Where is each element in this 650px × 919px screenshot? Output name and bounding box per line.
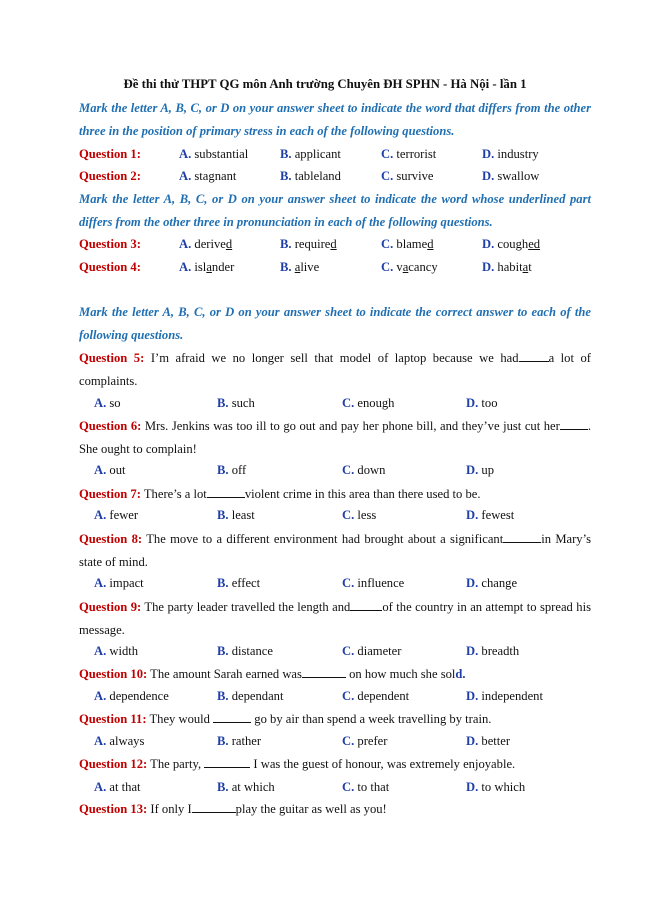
option-d: [466, 641, 519, 661]
option-c: [342, 393, 394, 413]
question-11-options: [94, 731, 594, 751]
text-fragment: . She ought to complain!: [79, 419, 591, 456]
text-fragment: isl: [194, 260, 207, 274]
answer-blank: [503, 531, 541, 543]
question-5-options: [94, 393, 594, 413]
text-fragment: width: [109, 644, 139, 658]
option-b: [217, 641, 273, 661]
text-fragment: enough: [357, 396, 395, 410]
option-a: [94, 460, 126, 480]
text-fragment: D.: [466, 396, 479, 410]
question-2: [79, 166, 591, 186]
option-d: [466, 505, 514, 525]
question-12-options: [94, 777, 594, 797]
text-fragment: A.: [179, 237, 192, 251]
text-fragment: Question 11:: [79, 712, 147, 726]
text-fragment: d: [330, 237, 337, 251]
text-fragment: A.: [179, 260, 192, 274]
option-c: [342, 505, 376, 525]
text-fragment: Question 12:: [79, 757, 148, 771]
text-fragment: d.: [455, 667, 466, 681]
text-fragment: violent crime in this area than there used to be.: [244, 487, 481, 501]
text-fragment: The move to a different environment had brought about a significant: [142, 532, 504, 546]
question-6-stem: [79, 415, 591, 460]
option-a: [94, 777, 141, 797]
option-a: [179, 257, 234, 277]
text-fragment: Question 7:: [79, 487, 141, 501]
text-fragment: A.: [94, 396, 107, 410]
question-9-options: [94, 641, 594, 661]
question-12-stem: [79, 754, 591, 774]
text-fragment: B.: [217, 576, 229, 590]
text-fragment: swallow: [497, 169, 540, 183]
text-fragment: require: [294, 237, 331, 251]
text-fragment: Question 10:: [79, 667, 148, 681]
text-fragment: a lot of complaints.: [79, 351, 591, 388]
option-b: [217, 505, 255, 525]
text-fragment: ed: [528, 237, 541, 251]
text-fragment: A.: [94, 734, 107, 748]
text-fragment: B.: [217, 396, 229, 410]
option-b: [280, 234, 337, 254]
option-b: [280, 257, 319, 277]
text-fragment: of the country in an attempt to spread his message.: [79, 600, 591, 637]
text-fragment: B.: [217, 463, 229, 477]
option-b: [280, 144, 341, 164]
text-fragment: fewer: [109, 508, 139, 522]
text-fragment: C.: [342, 780, 355, 794]
text-fragment: effect: [231, 576, 261, 590]
text-fragment: on how much she sol: [345, 667, 456, 681]
text-fragment: dependant: [231, 689, 284, 703]
text-fragment: I’m afraid we no longer sell that model of laptop because we had: [144, 351, 519, 365]
question-8-options: [94, 573, 594, 593]
text-fragment: down: [357, 463, 386, 477]
text-fragment: derive: [194, 237, 226, 251]
text-fragment: t: [528, 260, 532, 274]
text-fragment: B.: [280, 147, 292, 161]
text-fragment: D.: [466, 463, 479, 477]
text-fragment: D.: [482, 237, 495, 251]
instruction-correct-answer: Mark the letter A, B, C, or D on your answer sheet to indicate the correct answer to each of the following questions.: [79, 305, 591, 342]
text-fragment: C.: [342, 689, 355, 703]
answer-blank: [560, 418, 588, 430]
question-label: Question 2:: [79, 169, 141, 183]
question-4: [79, 257, 591, 277]
text-fragment: a: [294, 260, 301, 274]
instruction-stress: Mark the letter A, B, C, or D on your answer sheet to indicate the word that differs from the other three in the position of primary stress in each of the following questions.: [79, 101, 591, 138]
answer-blank: [207, 486, 245, 498]
text-fragment: impact: [109, 576, 144, 590]
text-fragment: Question 8:: [79, 532, 143, 546]
option-d: [466, 731, 510, 751]
question-3: [79, 234, 591, 254]
text-fragment: out: [109, 463, 126, 477]
text-fragment: blame: [396, 237, 428, 251]
text-fragment: applicant: [294, 147, 341, 161]
text-fragment: always: [109, 734, 145, 748]
text-fragment: at that: [109, 780, 141, 794]
text-fragment: The party,: [147, 757, 205, 771]
text-fragment: A.: [179, 169, 192, 183]
text-fragment: Question 5:: [79, 351, 145, 365]
text-fragment: prefer: [357, 734, 388, 748]
option-b: [217, 731, 261, 751]
option-d: [466, 393, 498, 413]
answer-blank: [302, 666, 346, 678]
text-fragment: C.: [381, 237, 394, 251]
text-fragment: a: [206, 260, 212, 274]
text-fragment: A.: [94, 508, 107, 522]
text-fragment: breadth: [481, 644, 520, 658]
text-fragment: habit: [497, 260, 523, 274]
option-a: [94, 641, 138, 661]
option-c: [342, 731, 387, 751]
option-a: [94, 393, 121, 413]
text-fragment: B.: [217, 734, 229, 748]
text-fragment: A.: [94, 780, 107, 794]
text-fragment: play the guitar as well as you!: [235, 802, 387, 816]
option-a: [179, 166, 236, 186]
option-d: [482, 166, 539, 186]
option-c: [381, 234, 433, 254]
text-fragment: B.: [280, 169, 292, 183]
option-b: [280, 166, 341, 186]
page-title: Đề thi thử THPT QG môn Anh trường Chuyên ĐH SPHN - Hà Nội - lần 1: [123, 77, 527, 91]
question-1: [79, 144, 591, 164]
option-d: [482, 234, 540, 254]
text-fragment: A.: [94, 463, 107, 477]
text-fragment: better: [481, 734, 511, 748]
option-c: [342, 641, 401, 661]
text-fragment: a: [522, 260, 529, 274]
text-fragment: C.: [342, 734, 355, 748]
text-fragment: live: [300, 260, 320, 274]
text-fragment: industry: [497, 147, 539, 161]
text-fragment: D.: [482, 147, 495, 161]
text-fragment: D.: [482, 260, 495, 274]
text-fragment: tableland: [294, 169, 341, 183]
text-fragment: cancy: [408, 260, 438, 274]
text-fragment: The party leader travelled the length and: [141, 600, 351, 614]
text-fragment: at which: [231, 780, 275, 794]
text-fragment: B.: [217, 644, 229, 658]
text-fragment: such: [231, 396, 255, 410]
text-fragment: off: [231, 463, 247, 477]
text-fragment: C.: [342, 463, 355, 477]
text-fragment: nder: [211, 260, 235, 274]
option-c: [381, 144, 436, 164]
option-a: [94, 573, 144, 593]
question-label: Question 3:: [79, 237, 141, 251]
text-fragment: B.: [280, 237, 292, 251]
option-c: [342, 460, 385, 480]
text-fragment: terrorist: [396, 147, 437, 161]
text-fragment: A.: [179, 147, 192, 161]
instruction-pronunciation: Mark the letter A, B, C, or D on your answer sheet to indicate the word whose underlined part differs from the other three in pronunciation in each of the following questions.: [79, 192, 591, 229]
text-fragment: D.: [466, 508, 479, 522]
option-c: [381, 166, 433, 186]
text-fragment: to which: [481, 780, 526, 794]
option-b: [217, 777, 275, 797]
question-5-stem: [79, 347, 591, 392]
text-fragment: B.: [217, 780, 229, 794]
text-fragment: d: [427, 237, 434, 251]
text-fragment: D.: [466, 644, 479, 658]
text-fragment: C.: [342, 508, 355, 522]
option-d: [466, 573, 517, 593]
option-b: [217, 573, 260, 593]
text-fragment: less: [357, 508, 377, 522]
text-fragment: to that: [357, 780, 390, 794]
option-c: [381, 257, 438, 277]
text-fragment: D.: [482, 169, 495, 183]
text-fragment: rather: [231, 734, 262, 748]
answer-blank: [350, 599, 382, 611]
text-fragment: B.: [217, 689, 229, 703]
text-fragment: stagnant: [194, 169, 237, 183]
text-fragment: in Mary’s state of mind.: [79, 532, 591, 569]
text-fragment: D.: [466, 780, 479, 794]
option-c: [342, 573, 404, 593]
option-b: [217, 393, 255, 413]
text-fragment: too: [481, 396, 498, 410]
text-fragment: fewest: [481, 508, 515, 522]
question-7-options: [94, 505, 594, 525]
question-label: Question 4:: [79, 260, 141, 274]
text-fragment: C.: [342, 576, 355, 590]
text-fragment: distance: [231, 644, 273, 658]
text-fragment: D.: [466, 689, 479, 703]
text-fragment: Question 13:: [79, 802, 148, 816]
text-fragment: There’s a lot: [140, 487, 207, 501]
question-7-stem: [79, 483, 591, 506]
option-d: [482, 257, 532, 277]
option-a: [94, 686, 169, 706]
text-fragment: dependent: [357, 689, 410, 703]
option-d: [482, 144, 539, 164]
question-9-stem: [79, 596, 591, 641]
text-fragment: They would: [146, 712, 214, 726]
text-fragment: Mrs. Jenkins was too ill to go out and pay her phone bill, and they’ve just cut her: [141, 419, 560, 433]
answer-blank: [213, 711, 251, 723]
text-fragment: up: [481, 463, 494, 477]
text-fragment: diameter: [357, 644, 402, 658]
option-b: [217, 686, 283, 706]
text-fragment: dependence: [109, 689, 169, 703]
option-c: [342, 777, 389, 797]
option-a: [94, 731, 144, 751]
text-fragment: The amount Sarah earned was: [147, 667, 302, 681]
question-10-stem: [79, 664, 591, 684]
option-d: [466, 777, 525, 797]
question-label: Question 1:: [79, 147, 141, 161]
option-a: [179, 234, 232, 254]
text-fragment: C.: [381, 169, 394, 183]
text-fragment: survive: [396, 169, 434, 183]
text-fragment: I was the guest of honour, was extremely enjoyable.: [250, 757, 516, 771]
text-fragment: C.: [342, 644, 355, 658]
text-fragment: B.: [280, 260, 292, 274]
text-fragment: v: [396, 260, 403, 274]
text-fragment: A.: [94, 644, 107, 658]
option-d: [466, 460, 494, 480]
text-fragment: C.: [381, 147, 394, 161]
text-fragment: A.: [94, 689, 107, 703]
question-8-stem: [79, 528, 591, 573]
text-fragment: Question 9:: [79, 600, 142, 614]
question-11-stem: [79, 709, 591, 729]
text-fragment: substantial: [194, 147, 249, 161]
text-fragment: B.: [217, 508, 229, 522]
option-b: [217, 460, 246, 480]
text-fragment: independent: [481, 689, 543, 703]
text-fragment: cough: [497, 237, 529, 251]
answer-blank: [192, 801, 236, 813]
option-a: [179, 144, 248, 164]
text-fragment: a: [402, 260, 409, 274]
text-fragment: so: [109, 396, 121, 410]
answer-blank: [519, 350, 549, 362]
question-10-options: [94, 686, 594, 706]
option-d: [466, 686, 543, 706]
option-a: [94, 505, 138, 525]
text-fragment: A.: [94, 576, 107, 590]
text-fragment: D.: [466, 734, 479, 748]
text-fragment: change: [481, 576, 518, 590]
text-fragment: go by air than spend a week travelling by train.: [251, 712, 492, 726]
answer-blank: [204, 756, 250, 768]
text-fragment: C.: [342, 396, 355, 410]
option-c: [342, 686, 409, 706]
text-fragment: D.: [466, 576, 479, 590]
text-fragment: influence: [357, 576, 405, 590]
question-6-options: [94, 460, 594, 480]
text-fragment: C.: [381, 260, 394, 274]
question-13-stem: [79, 799, 591, 819]
text-fragment: least: [231, 508, 255, 522]
text-fragment: Question 6:: [79, 419, 142, 433]
text-fragment: If only I: [147, 802, 192, 816]
text-fragment: d: [225, 237, 233, 251]
